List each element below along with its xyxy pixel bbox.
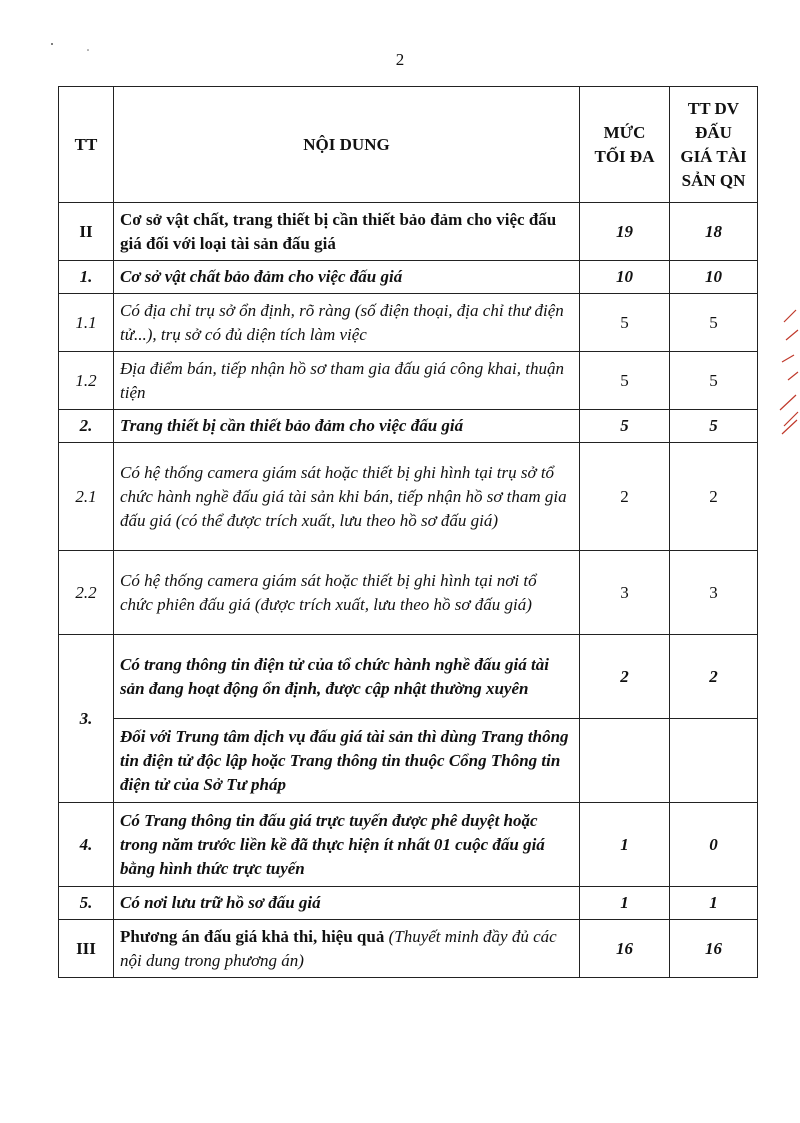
row-max	[580, 719, 670, 803]
page-number: 2	[395, 50, 405, 69]
row-score: 3	[670, 551, 758, 635]
table-row	[59, 203, 758, 261]
table-row	[59, 443, 758, 551]
row-tt: 1.2	[59, 352, 114, 410]
row-score: 10	[670, 261, 758, 294]
row-max: 2	[580, 635, 670, 719]
row-content: Địa điểm bán, tiếp nhận hồ sơ tham gia đấu giá công khai, thuận tiện	[114, 352, 580, 410]
row-max: 3	[580, 551, 670, 635]
row-max: 5	[580, 410, 670, 443]
header-score-label: TT DV ĐẤU GIÁ TÀI SẢN QN	[680, 98, 747, 190]
row-score: 2	[670, 443, 758, 551]
row-score: 18	[670, 203, 758, 261]
row-content: Có hệ thống camera giám sát hoặc thiết bị ghi hình tại trụ sở tổ chức hành nghề đấu giá tài sản khi bán, tiếp nhận hồ sơ tham gia đấu giá (có thể được trích xuất, lưu theo hồ sơ đấu giá)	[114, 443, 580, 551]
table-row	[59, 410, 758, 443]
table-row	[59, 551, 758, 635]
scan-specks	[40, 40, 100, 60]
row-content: Cơ sở vật chất, trang thiết bị cần thiết bảo đảm cho việc đấu giá đối với loại tài sản đấu giá	[114, 203, 580, 261]
row-content: Có địa chỉ trụ sở ổn định, rõ ràng (số điện thoại, địa chỉ thư điện tử...), trụ sở có đủ diện tích làm việc	[114, 294, 580, 352]
row-max: 5	[580, 294, 670, 352]
table-row	[59, 920, 758, 978]
row-content: Có Trang thông tin đấu giá trực tuyến được phê duyệt hoặc trong năm trước liền kề đã thực hiện ít nhất 01 cuộc đấu giá bằng hình thức trực tuyến	[114, 803, 580, 887]
row-score: 0	[670, 803, 758, 887]
table-row	[59, 294, 758, 352]
row-tt: III	[59, 920, 114, 978]
row-max: 1	[580, 887, 670, 920]
header-score	[670, 87, 758, 203]
row-score: 5	[670, 294, 758, 352]
row-score	[670, 719, 758, 803]
row-score: 5	[670, 410, 758, 443]
header-row	[59, 87, 758, 203]
row-tt: 1.1	[59, 294, 114, 352]
row-content-bold: Phương án đấu giá khả thi, hiệu quả	[120, 926, 385, 946]
row-score: 5	[670, 352, 758, 410]
margin-pen-marks	[776, 300, 800, 440]
table-row	[59, 352, 758, 410]
header-tt: TT	[59, 87, 114, 203]
row-max: 19	[580, 203, 670, 261]
header-content: NỘI DUNG	[114, 87, 580, 203]
table-row	[59, 719, 758, 803]
header-max-label: MỨC TỐI ĐA	[594, 122, 655, 166]
row-tt: 3.	[59, 635, 114, 803]
row-content-italic: (Thuyết minh đầy đủ các nội dung trong phương án)	[120, 926, 557, 970]
row-content: Có hệ thống camera giám sát hoặc thiết bị ghi hình tại nơi tổ chức phiên đấu giá (được trích xuất, lưu theo hồ sơ đấu giá)	[114, 551, 580, 635]
row-tt: II	[59, 203, 114, 261]
table-row	[59, 803, 758, 887]
row-score: 2	[670, 635, 758, 719]
row-max: 5	[580, 352, 670, 410]
row-tt: 5.	[59, 887, 114, 920]
header-max	[580, 87, 670, 203]
row-content: Đối với Trung tâm dịch vụ đấu giá tài sản thì dùng Trang thông tin điện tử độc lập hoặc Trang thông tin thuộc Cổng Thông tin điện tử của Sở Tư pháp	[114, 719, 580, 803]
table-row	[59, 261, 758, 294]
row-max: 2	[580, 443, 670, 551]
row-max: 1	[580, 803, 670, 887]
scoring-table	[58, 86, 758, 978]
row-max: 10	[580, 261, 670, 294]
row-content: Có trang thông tin điện tử của tổ chức hành nghề đấu giá tài sản đang hoạt động ổn định, được cập nhật thường xuyên	[114, 635, 580, 719]
row-content: Cơ sở vật chất bảo đảm cho việc đấu giá	[114, 261, 580, 294]
row-tt: 2.1	[59, 443, 114, 551]
table-row	[59, 635, 758, 719]
row-score: 16	[670, 920, 758, 978]
row-max: 16	[580, 920, 670, 978]
row-tt: 4.	[59, 803, 114, 887]
row-content: Trang thiết bị cần thiết bảo đảm cho việc đấu giá	[114, 410, 580, 443]
row-content	[114, 920, 580, 978]
row-content: Có nơi lưu trữ hồ sơ đấu giá	[114, 887, 580, 920]
row-score: 1	[670, 887, 758, 920]
row-tt: 2.	[59, 410, 114, 443]
row-tt: 1.	[59, 261, 114, 294]
row-tt: 2.2	[59, 551, 114, 635]
table-row	[59, 887, 758, 920]
